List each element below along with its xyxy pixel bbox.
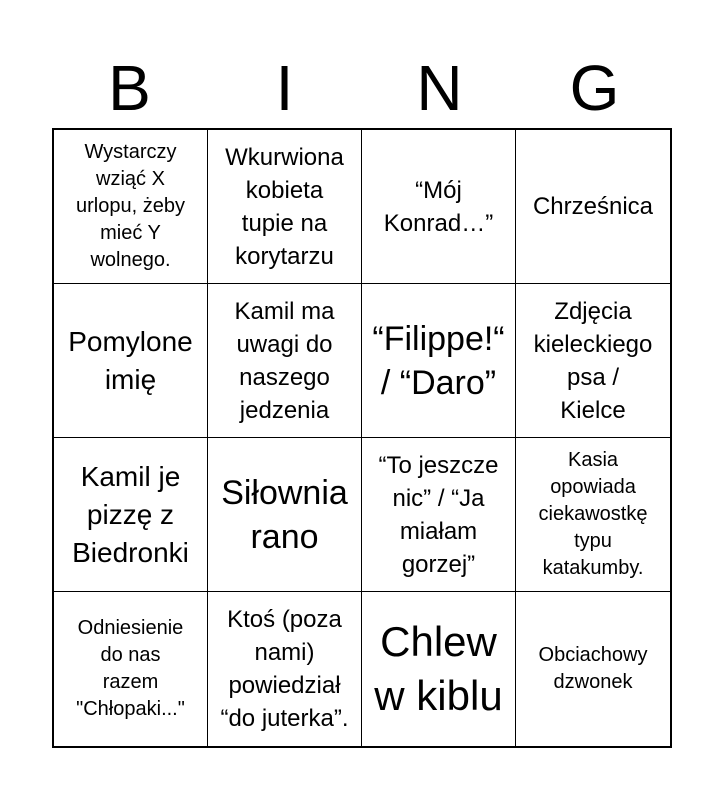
bingo-cell-2-1[interactable]: [54, 284, 208, 438]
cell-text: “Filippe!“ / “Daro”: [372, 319, 505, 402]
bingo-cell-1-3[interactable]: [362, 130, 516, 284]
cell-text: Wkurwiona kobieta tupie na korytarzu: [225, 143, 344, 270]
bingo-cell-4-1[interactable]: [54, 592, 208, 746]
bingo-cell-1-4[interactable]: [516, 130, 670, 284]
cell-text: Odniesienie do nas razem "Chłopaki...": [76, 617, 185, 720]
cell-text: “Mój Konrad…”: [383, 176, 494, 237]
cell-text: Wystarczy wziąć X urlopu, żeby mieć Y wolnego.: [76, 141, 185, 271]
cell-text: Chrześnica: [532, 193, 654, 220]
bingo-cell-2-2[interactable]: [208, 284, 362, 438]
cell-text: Obciachowy dzwonek: [538, 644, 648, 693]
bingo-cell-1-1[interactable]: [54, 130, 208, 284]
header-letter-n: N: [416, 52, 463, 124]
bingo-header: [52, 48, 672, 128]
header-letter-i: I: [275, 52, 294, 124]
bingo-cell-3-1[interactable]: [54, 438, 208, 592]
header-letter-g: G: [569, 52, 620, 124]
cell-text: Pomylone imię: [68, 325, 193, 395]
bingo-cell-2-4[interactable]: [516, 284, 670, 438]
cell-text: Ktoś (poza nami) powiedział “do juterka”.: [220, 606, 349, 732]
bingo-cell-4-3[interactable]: [362, 592, 516, 746]
cell-text: Zdjęcia kieleckiego psa / Kielce: [533, 297, 653, 424]
bingo-cell-4-4[interactable]: [516, 592, 670, 746]
bingo-cell-1-2[interactable]: [208, 130, 362, 284]
bingo-cell-4-2[interactable]: [208, 592, 362, 746]
cell-text: Kamil je pizzę z Biedronki: [72, 460, 189, 568]
bingo-cell-2-3[interactable]: [362, 284, 516, 438]
cell-text: Chlew w kiblu: [374, 618, 503, 719]
cell-text: Siłownia rano: [221, 473, 348, 556]
cell-text: Kamil ma uwagi do naszego jedzenia: [234, 297, 335, 424]
header-letter-b: B: [108, 52, 151, 124]
cell-text: “To jeszcze nic” / “Ja miałam gorzej”: [378, 451, 499, 578]
bingo-cell-3-4[interactable]: [516, 438, 670, 592]
bingo-board: [52, 128, 672, 748]
bingo-cell-3-3[interactable]: [362, 438, 516, 592]
bingo-cell-3-2[interactable]: [208, 438, 362, 592]
cell-text: Kasia opowiada ciekawostkę typu katakumby.: [538, 449, 648, 579]
